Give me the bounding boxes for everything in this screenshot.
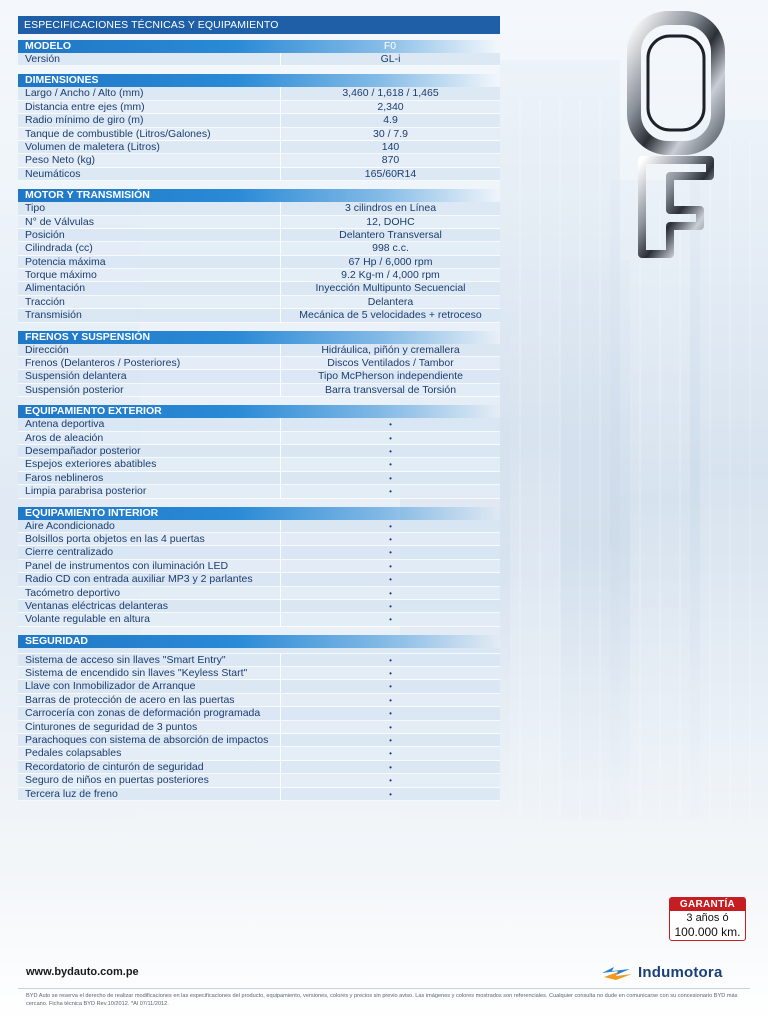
spec-label: Frenos (Delanteros / Posteriores) [25, 357, 181, 370]
spec-row [18, 761, 500, 774]
spec-row [18, 788, 500, 801]
included-bullet: • [280, 761, 500, 774]
spec-row [18, 667, 500, 680]
section-header [18, 40, 500, 53]
spec-value: 870 [280, 154, 500, 167]
spec-row [18, 560, 500, 573]
spec-label: Dirección [25, 343, 69, 356]
page-title: ESPECIFICACIONES TÉCNICAS Y EQUIPAMIENTO [18, 16, 500, 34]
spec-row [18, 472, 500, 485]
spec-value: Mecánica de 5 velocidades + retroceso [280, 309, 500, 322]
spec-row [18, 101, 500, 114]
included-bullet: • [280, 458, 500, 471]
spec-label: Faros neblineros [25, 471, 104, 484]
website-link[interactable]: www.bydauto.com.pe [26, 966, 139, 978]
spec-label: Neumáticos [25, 167, 81, 180]
spec-row [18, 269, 500, 282]
spec-row [18, 458, 500, 471]
spec-label: Volumen de maletera (Litros) [25, 140, 160, 153]
spec-row [18, 114, 500, 127]
included-bullet: • [280, 445, 500, 458]
spec-label: Antena deportiva [25, 418, 105, 431]
spec-label: Tercera luz de freno [25, 787, 118, 800]
included-bullet: • [280, 432, 500, 445]
spec-row [18, 141, 500, 154]
included-bullet: • [280, 560, 500, 573]
spec-value: 9.2 Kg-m / 4,000 rpm [280, 269, 500, 282]
spec-label: Cierre centralizado [25, 546, 114, 559]
spec-row [18, 216, 500, 229]
included-bullet: • [280, 654, 500, 667]
spec-label: Alimentación [25, 282, 86, 295]
spec-row [18, 573, 500, 586]
section-header-label: SEGURIDAD [25, 634, 89, 647]
spec-label: Limpia parabrisa posterior [25, 485, 147, 498]
spec-row [18, 357, 500, 370]
section-header-label: EQUIPAMIENTO EXTERIOR [25, 405, 162, 418]
included-bullet: • [280, 734, 500, 747]
spec-row [18, 774, 500, 787]
spec-value: 30 / 7.9 [280, 128, 500, 141]
spec-label: Panel de instrumentos con iluminación LED [25, 559, 229, 572]
spec-row [18, 309, 500, 322]
spec-label: Barras de protección de acero en las puertas [25, 693, 235, 706]
section-header-label: DIMENSIONES [25, 74, 99, 87]
spec-value: Delantero Transversal [280, 229, 500, 242]
spec-label: Llave con Inmobilizador de Arranque [25, 680, 196, 693]
spec-value: 3,460 / 1,618 / 1,465 [280, 87, 500, 100]
spec-section [18, 507, 500, 627]
spec-row [18, 533, 500, 546]
spec-label: Tanque de combustible (Litros/Galones) [25, 127, 211, 140]
f0-logo-icon [626, 10, 726, 260]
spec-row [18, 242, 500, 255]
spec-row [18, 694, 500, 707]
section-header-label: MODELO [25, 40, 72, 52]
included-bullet: • [280, 485, 500, 498]
spec-label: Tracción [25, 295, 65, 308]
spec-row [18, 747, 500, 760]
footer-divider [18, 988, 750, 989]
included-bullet: • [280, 546, 500, 559]
spec-label: Cilindrada (cc) [25, 242, 93, 255]
spec-label: Posición [25, 228, 65, 241]
spec-value: GL-i [280, 53, 500, 66]
spec-label: Suspensión delantera [25, 370, 127, 383]
spec-label: Desempañador posterior [25, 444, 141, 457]
included-bullet: • [280, 788, 500, 801]
spec-label: Seguro de niños en puertas posteriores [25, 774, 209, 787]
included-bullet: • [280, 600, 500, 613]
spec-row [18, 128, 500, 141]
spec-label: Sistema de acceso sin llaves "Smart Entry" [25, 653, 226, 666]
spec-value: 2,340 [280, 101, 500, 114]
brand-name: Indumotora [638, 963, 723, 981]
spec-value: 67 Hp / 6,000 rpm [280, 256, 500, 269]
included-bullet: • [280, 573, 500, 586]
section-header [18, 635, 500, 648]
spec-row [18, 613, 500, 626]
spec-label: Bolsillos porta objetos en las 4 puertas [25, 532, 205, 545]
warranty-km: 100.000 km. [674, 925, 741, 939]
spec-row [18, 384, 500, 397]
indumotora-logo [600, 962, 723, 982]
spec-label: Torque máximo [25, 269, 97, 282]
spec-label: Tacómetro deportivo [25, 586, 121, 599]
spec-row [18, 485, 500, 498]
section-header-label: MOTOR Y TRANSMISIÓN [25, 189, 150, 202]
spec-label: Distancia entre ejes (mm) [25, 100, 145, 113]
spec-label: Potencia máxima [25, 255, 106, 268]
spec-value: Inyección Multipunto Secuencial [280, 282, 500, 295]
spec-row [18, 370, 500, 383]
spec-value: Hidráulica, piñón y cremallera [280, 344, 500, 357]
included-bullet: • [280, 680, 500, 693]
spec-label: Radio mínimo de giro (m) [25, 114, 144, 127]
spec-value: Discos Ventilados / Tambor [280, 357, 500, 370]
spec-label: Suspensión posterior [25, 383, 124, 396]
spec-section [18, 405, 500, 498]
spec-row [18, 87, 500, 100]
section-header-label: EQUIPAMIENTO INTERIOR [25, 506, 159, 519]
included-bullet: • [280, 667, 500, 680]
included-bullet: • [280, 587, 500, 600]
section-header-value: F0 [383, 40, 397, 52]
spec-row [18, 418, 500, 431]
spec-label: Transmisión [25, 309, 82, 322]
spec-section [18, 40, 500, 66]
spec-label: Ventanas eléctricas delanteras [25, 599, 169, 612]
section-header-label: FRENOS Y SUSPENSIÓN [25, 330, 151, 343]
spec-label: Largo / Ancho / Alto (mm) [25, 87, 144, 100]
section-header [18, 331, 500, 344]
spec-row [18, 587, 500, 600]
warranty-badge [669, 897, 746, 941]
spec-value: 3 cilindros en Línea [280, 202, 500, 215]
warranty-title: GARANTÍA [670, 898, 745, 911]
indumotora-arrows-icon [600, 963, 634, 981]
spec-row [18, 546, 500, 559]
spec-label: Aros de aleación [25, 431, 104, 444]
spec-value: 165/60R14 [280, 168, 500, 181]
spec-row [18, 680, 500, 693]
spec-label: Sistema de encendido sin llaves "Keyless Start" [25, 667, 248, 680]
spec-row [18, 296, 500, 309]
included-bullet: • [280, 533, 500, 546]
spec-label: Versión [25, 53, 61, 65]
spec-label: Carrocería con zonas de deformación programada [25, 707, 261, 720]
spec-label: Espejos exteriores abatibles [25, 458, 157, 471]
spec-row [18, 734, 500, 747]
spec-section [18, 635, 500, 801]
included-bullet: • [280, 707, 500, 720]
spec-row [18, 520, 500, 533]
spec-value: 998 c.c. [280, 242, 500, 255]
included-bullet: • [280, 747, 500, 760]
spec-row [18, 721, 500, 734]
spec-row [18, 282, 500, 295]
spec-label: Peso Neto (kg) [25, 154, 96, 167]
included-bullet: • [280, 694, 500, 707]
spec-value: 140 [280, 141, 500, 154]
spec-row [18, 229, 500, 242]
spec-section [18, 331, 500, 398]
spec-row [18, 202, 500, 215]
spec-label: Pedales colapsables [25, 747, 122, 760]
included-bullet: • [280, 613, 500, 626]
spec-value: Tipo McPherson independiente [280, 370, 500, 383]
spec-sections [18, 40, 500, 801]
spec-label: Tipo [25, 202, 46, 215]
spec-sheet [18, 16, 500, 801]
disclaimer-text: BYD Auto se reserva el derecho de realizar modificaciones en las especificaciones del producto, equipamiento, versiones, colores y precios sin previo aviso. Las imágenes y colores mostrados son referenciales. Cualquier consulta no dude en comunicarse con su concesionario BYD más cercano. Ficha técnica BYD Rev.10/2012. *Al 07/11/2012. [26, 993, 738, 1007]
spec-value: 4.9 [280, 114, 500, 127]
spec-row [18, 432, 500, 445]
spec-row [18, 445, 500, 458]
included-bullet: • [280, 774, 500, 787]
spec-label: Recordatorio de cinturón de seguridad [25, 760, 204, 773]
included-bullet: • [280, 472, 500, 485]
spec-section [18, 74, 500, 181]
warranty-years: 3 años ó [686, 912, 729, 924]
included-bullet: • [280, 721, 500, 734]
section-header [18, 405, 500, 418]
spec-value: 12, DOHC [280, 216, 500, 229]
spec-row [18, 654, 500, 667]
spec-row [18, 53, 500, 66]
spec-section [18, 189, 500, 323]
spec-row [18, 344, 500, 357]
section-header [18, 507, 500, 520]
spec-label: N° de Válvulas [25, 215, 94, 228]
section-header [18, 74, 500, 87]
spec-row [18, 256, 500, 269]
spec-row [18, 154, 500, 167]
spec-label: Cinturones de seguridad de 3 puntos [25, 720, 198, 733]
spec-label: Volante regulable en altura [25, 613, 150, 626]
spec-value: Barra transversal de Torsión [280, 384, 500, 397]
spec-label: Parachoques con sistema de absorción de impactos [25, 734, 269, 747]
included-bullet: • [280, 418, 500, 431]
section-header [18, 189, 500, 202]
spec-label: Radio CD con entrada auxiliar MP3 y 2 parlantes [25, 573, 253, 586]
spec-label: Aire Acondicionado [25, 519, 115, 532]
spec-row [18, 600, 500, 613]
spec-row [18, 707, 500, 720]
spec-value: Delantera [280, 296, 500, 309]
included-bullet: • [280, 520, 500, 533]
spec-row [18, 168, 500, 181]
